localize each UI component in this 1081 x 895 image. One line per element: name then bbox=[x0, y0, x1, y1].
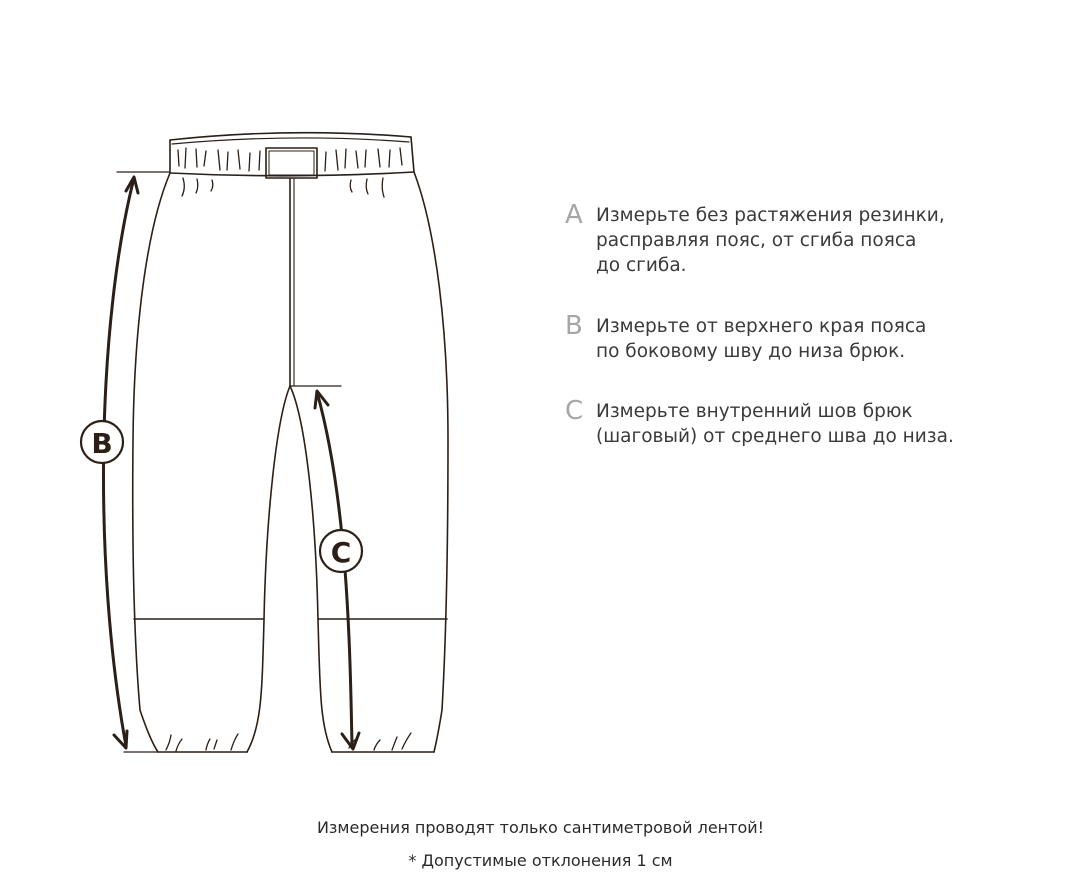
instruction-c-text: Измерьте внутренний шов брюк (шаговый) от среднего шва до низа. bbox=[596, 401, 954, 447]
right-leg-inner-seam bbox=[290, 386, 332, 752]
instruction-b bbox=[565, 311, 1065, 364]
left-leg-outer-seam bbox=[133, 173, 170, 752]
c-badge bbox=[320, 530, 362, 572]
waistband bbox=[170, 137, 414, 176]
b-badge bbox=[81, 421, 123, 463]
instruction-c-letter: C bbox=[565, 396, 584, 426]
instruction-c bbox=[565, 396, 1065, 449]
instruction-b-text: Измерьте от верхнего края пояса по боковому шву до низа брюк. bbox=[596, 316, 927, 362]
b-badge-letter: B bbox=[91, 427, 113, 460]
hip-gathers bbox=[182, 178, 384, 197]
c-badge-letter: C bbox=[330, 536, 352, 569]
instruction-a-text: Измерьте без растяжения резинки, расправляя пояс, от сгиба пояса до сгиба. bbox=[596, 205, 945, 276]
waistband-rim-inner bbox=[172, 138, 409, 144]
waistband-top bbox=[170, 133, 411, 140]
footer-tolerance: * Допустимые отклонения 1 см bbox=[408, 851, 673, 870]
left-leg-inner-seam bbox=[247, 386, 290, 752]
cuff-gathers bbox=[166, 733, 411, 751]
pants-diagram bbox=[0, 0, 540, 800]
instruction-b-letter: B bbox=[565, 311, 583, 341]
instruction-a bbox=[565, 200, 1065, 278]
waistband-label bbox=[266, 148, 317, 178]
right-leg-outer-seam bbox=[414, 172, 448, 752]
waistband-label-inner bbox=[269, 151, 314, 175]
instruction-a-letter: A bbox=[565, 200, 583, 230]
footer-note: Измерения проводят только сантиметровой лентой! bbox=[316, 818, 765, 837]
